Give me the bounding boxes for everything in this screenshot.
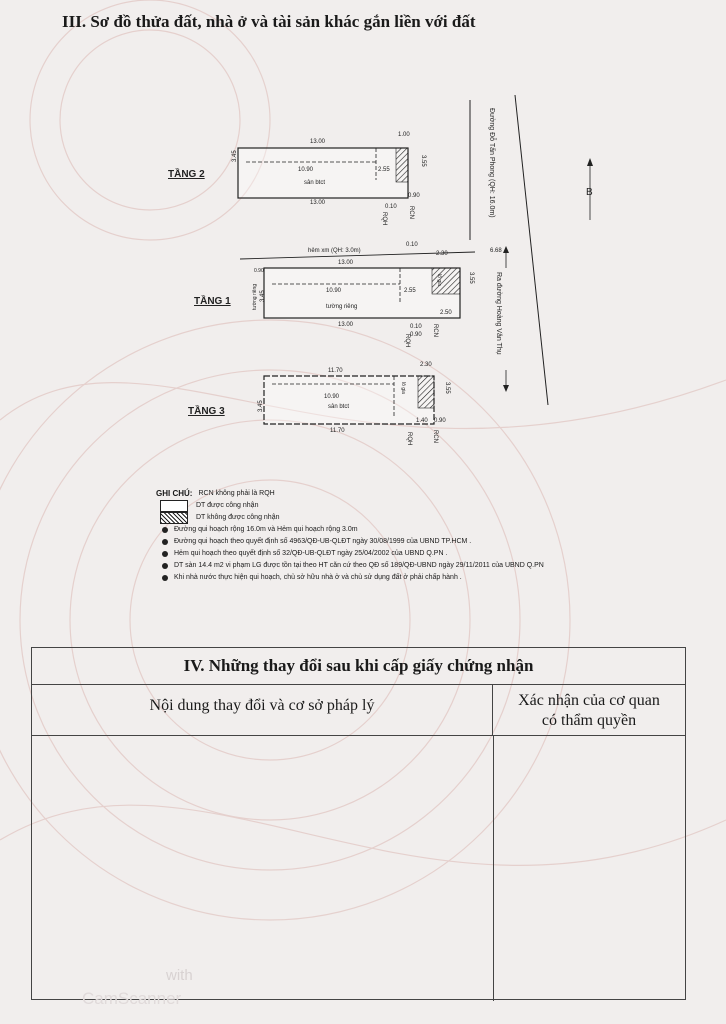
floor3-dim-top-right: 2.30 [420,362,432,368]
scanner-watermark-line1: with [166,967,193,984]
floor3-outline [264,376,434,424]
exit-road-label: Ra đường Hoàng Văn Thụ [495,272,502,355]
changes-title-row [32,648,685,685]
alley-dim-b: 2.30 [436,251,448,257]
scanner-watermark [40,960,220,1010]
floor2-hatched-area [396,148,408,182]
floor2-dim-top-right: 1.00 [398,132,410,138]
changes-header-confirmation [493,685,685,735]
arrow-up-icon [503,246,509,253]
floor3-hatched-area [418,376,434,408]
legend-row-head [156,488,626,500]
floor3-dim-bottom: 11.70 [330,428,345,434]
legend-item-text: RCN không phải là RQH [198,490,275,497]
floor3-dim-inner-top: 10.90 [324,394,340,400]
floor2-dim-right: 3.55 [420,155,426,167]
bullet-icon [162,563,168,569]
legend-item-text: DT sàn 14.4 m2 vi phạm LG được tồn tại theo HT căn cứ theo QĐ số 189/QĐ-UBND ngày 29/11/2011 của UBND Q.PN [174,562,544,569]
floor3-stair: lô gia [400,382,406,394]
floor1-dim-bottom: 13.00 [338,322,354,328]
floor2-tag-rqh: RQH [381,212,387,226]
floor3-label: TẦNG 3 [188,406,225,417]
legend-item-text: Đường qui hoạch theo quyết định số 4963/QĐ-UB-QLĐT ngày 30/08/1999 của UBND TP.HCM . [174,538,472,545]
legend-title: GHI CHÚ: [156,489,193,498]
floor3-dim-right: 3.55 [444,382,450,394]
changes-header-content [32,685,493,735]
floor1-dim-b-right: 2.50 [440,310,452,316]
floor2-dim-inner-top: 10.90 [298,167,314,173]
alley-dim-c: 6.68 [490,248,502,254]
floor3-dim-left: 3.45 [258,400,264,412]
legend-item-text: Khi nhà nước thực hiện qui hoạch, chủ sở hữu nhà ở và chủ sử dụng đất ở phải chấp hành . [174,574,462,581]
floor1-tag-rqh: RQH [404,334,410,348]
north-label: B [586,187,593,198]
unrecognized-area-swatch [160,512,188,524]
floor1-room: tường riêng [326,304,358,310]
floor3-dim-b1: 1.40 [416,418,428,424]
bullet-icon [162,539,168,545]
floor1-tag-rcn: RCN [432,324,438,337]
floor3-tag-rqh: RQH [406,432,412,446]
legend-row [156,572,626,584]
floor1-dim-inner-top: 10.90 [326,288,342,294]
legend-item-text: Đường qui hoạch rộng 16.0m và Hẻm qui hoạch rộng 3.0m [174,526,358,533]
floor1-dim-b1: 0.10 [410,324,422,330]
floor2-dim-top: 13.00 [310,139,326,145]
scanner-watermark-line2: CamScanner [82,989,182,1008]
floor1-label: TẦNG 1 [194,296,231,307]
floor2-dim-b1: 0.90 [408,193,420,199]
legend-row [156,548,626,560]
floor3-tag-rcn: RCN [432,430,438,443]
legend-row [156,524,626,536]
floor3-dim-top: 11.70 [328,368,343,374]
floor1-outline [264,268,460,318]
floor1-left-side: tường riêng [252,283,258,310]
floor2-room: sân btct [304,180,326,186]
main-road-label: Đường Đỗ Tấn Phong (QH: 16.0m) [488,108,495,218]
changes-title: IV. Những thay đổi sau khi cấp giấy chứng nhận [183,656,534,675]
floor1-dim-right: 3.55 [468,272,474,284]
section-title: III. Sơ đồ thửa đất, nhà ở và tài sản khác gắn liền với đất [62,12,476,31]
site-plan-diagram [0,40,726,480]
legend-item-text: Hẻm qui hoạch theo quyết định số 32/QĐ-UB-QLĐT ngày 25/04/2002 của UBND Q.PN . [174,550,448,557]
floor2-outline [238,148,408,198]
legend-item-text: DT không được công nhận [196,514,280,521]
legend [156,488,626,584]
floor2-tag-rcn: RCN [408,206,414,219]
floor2-dim-mid: 2.55 [378,167,390,173]
changes-confirmation-cell [494,736,685,1001]
legend-row [156,536,626,548]
bullet-icon [162,551,168,557]
changes-header-content-label: Nội dung thay đổi và cơ sở pháp lý [149,697,375,714]
floor2-dim-left: 3.45 [232,150,238,162]
floor2-label: TẦNG 2 [168,169,205,180]
floor3-room: sân btct [328,404,350,410]
floor1-dim-mid: 2.55 [404,288,416,294]
legend-row [156,512,626,524]
floor1-dim-left: 3.45 [260,290,266,302]
bullet-icon [162,527,168,533]
alley-dim-a: 0.10 [406,242,418,248]
changes-header-confirmation-line1: Xác nhận của cơ quan [518,692,660,709]
floor1-stair: lô gia [436,274,442,286]
floor2-dim-bottom: 13.00 [310,200,326,206]
arrow-down-icon [503,385,509,392]
changes-header-row [32,685,685,736]
changes-header-confirmation-line2: có thẩm quyền [541,712,637,729]
alley-label: hẻm xm (QH: 3.0m) [308,248,361,254]
legend-item-text: DT được công nhận [196,502,259,509]
floor1-dim-left-small: 0.90 [254,268,264,274]
floor3-dim-b2: 0.90 [434,418,446,424]
changes-table [31,647,686,1000]
north-arrow-icon [587,158,593,166]
legend-row [156,500,626,512]
floor1-dim-top: 13.00 [338,260,354,266]
bullet-icon [162,575,168,581]
legend-row [156,560,626,572]
recognized-area-swatch [160,500,188,512]
floor1-dim-b2: 0.90 [410,332,422,338]
floor2-dim-b2: 0.10 [385,204,397,210]
